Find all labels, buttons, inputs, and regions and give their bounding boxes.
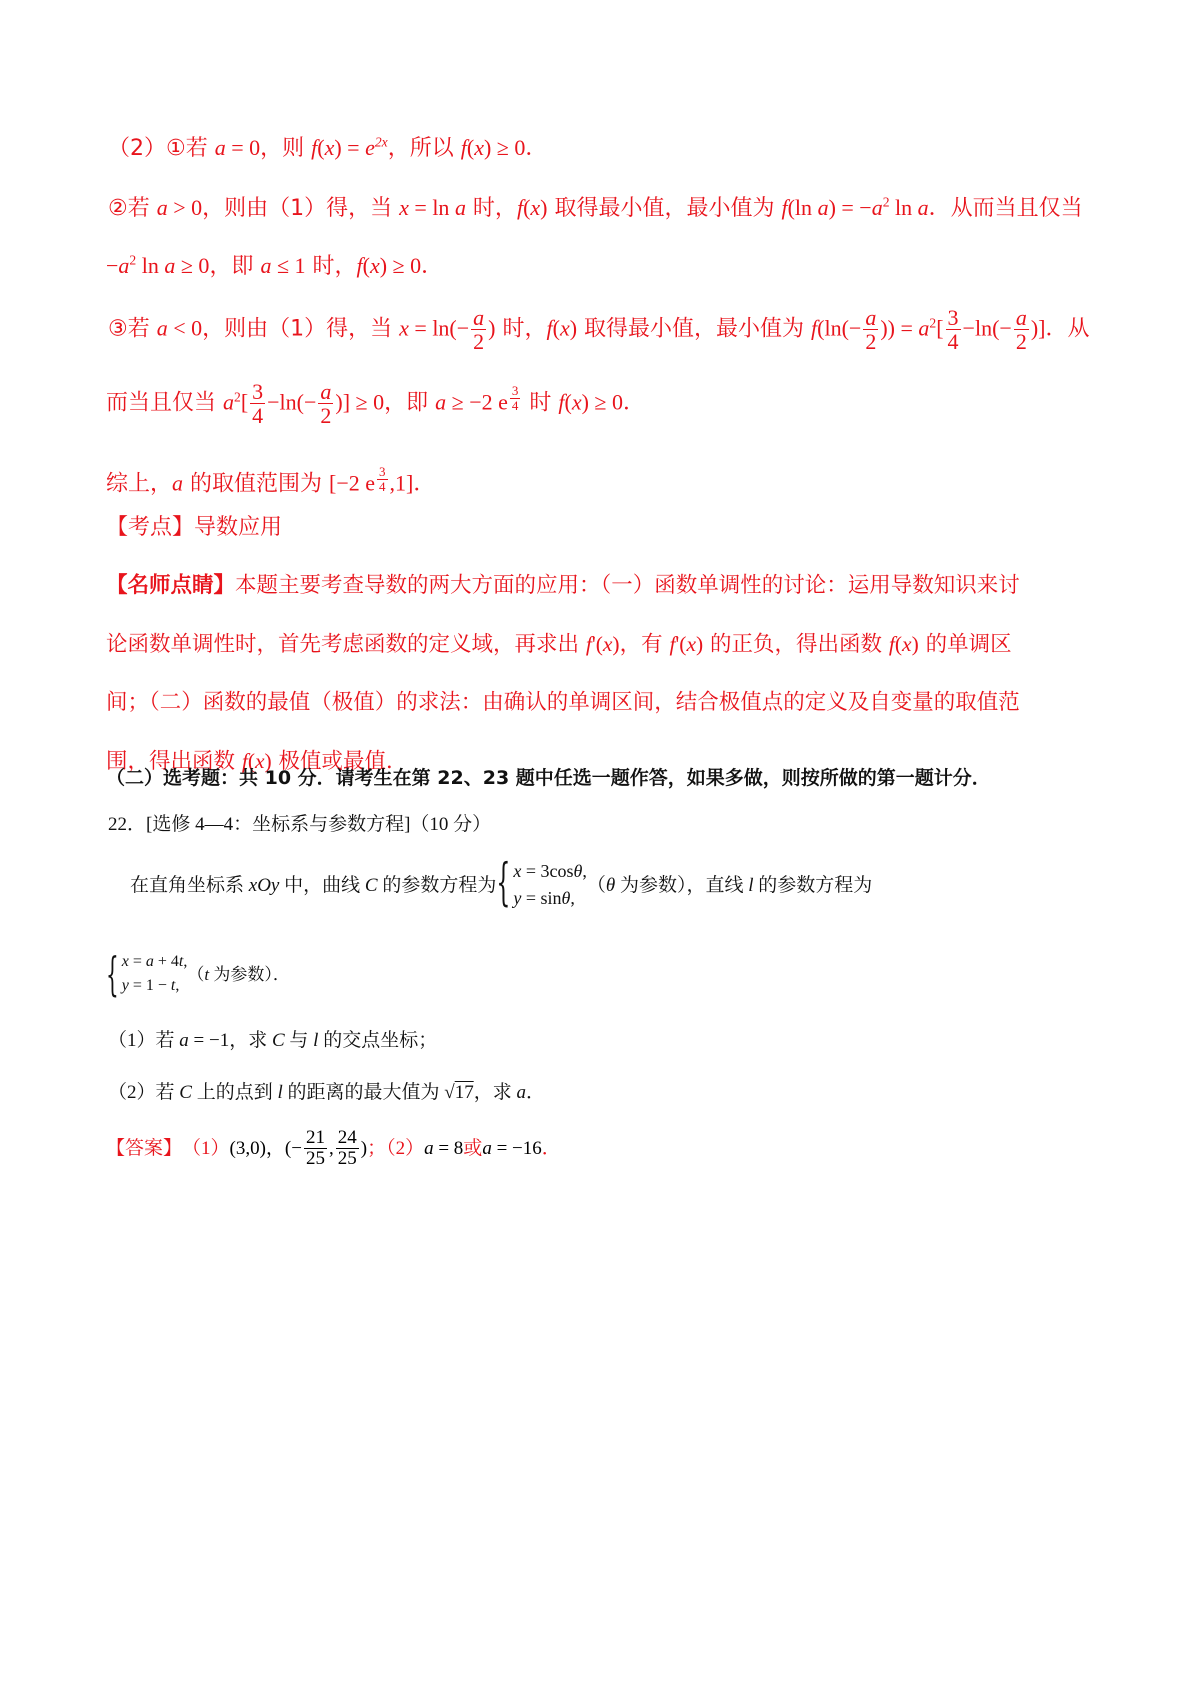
solution-case3-line1: ③若 a < 0，则由（1）得，当 x = ln(− $\frac{a}{2}$ ) 时，f(x) 取得最小值，最小值为 f(ln(− $\frac{a}{2}$ )) = $a^2$[ $\frac{3}{4}$ −ln(− $\frac{a}{2}$ )]．从 — [108, 305, 1090, 355]
mingshi-text: 本题主要考查导数的两大方面的应用：（一）函数单调性的讨论：运用导数知识来讨论函数单调性时，首先考虑函数的定义域，再求出 f'(x)，有 f'(x) 的正负，得出函数 f(x) 的单调区间；（二）函数的最值（极值）的求法：由确认的单调区间，结合极值点的定义及自变量的取值范围，得出函数 f(x) 极值或最值． — [106, 573, 1020, 774]
problem22-line-eq: { x = a + 4t, y = 1 − t, （t 为参数）． — [106, 946, 290, 1002]
problem22-title: 22．[选修 4—4：坐标系与参数方程]（10 分） — [108, 814, 492, 835]
curve-param-system: { x = 3cosθ, y = sinθ, — [496, 855, 587, 913]
line-param-system: { x = a + 4t, y = 1 − t, — [106, 946, 188, 1002]
problem22-intro: 在直角坐标系 xOy 中，曲线 C 的参数方程为 { x = 3cosθ, y = sinθ, （θ 为参数），直线 l 的参数方程为 — [130, 855, 873, 913]
mingshi-label: 【名师点睛】 — [106, 573, 236, 598]
problem22-q1: （1）若 a = −1，求 C 与 l 的交点坐标； — [108, 1030, 438, 1051]
solution-case1: （2）①若 a = 0，则 $f(x) = e^{2x}$，所以 f(x) ≥ 0． — [108, 134, 548, 161]
problem22-answer: 【答案】 （1） (3,0)，(− $\frac{21}{25}$ , $\frac{24}{25}$ ) ；（2） a = 8 或 a = −16 ． — [106, 1127, 561, 1169]
section2-header: （二）选考题：共 10 分．请考生在第 22、23 题中任选一题作答，如果多做，则按所做的第一题计分． — [106, 767, 991, 789]
solution-case2-line1: ②若 a > 0，则由（1）得，当 x = ln a 时，f(x) 取得最小值，最小值为 f(ln $a) = -a^2$ ln a．从而当且仅当 — [108, 194, 1083, 221]
solution-summary: 综上，a 的取值范围为 [−2 e $^{\frac{3}{4}}$ ,1]． — [106, 464, 436, 497]
problem22-q2: （2）若 C 上的点到 l 的距离的最大值为 √17，求 a． — [108, 1082, 545, 1103]
kaodian-text: 导数应用 — [194, 515, 283, 540]
kaodian — [106, 517, 282, 539]
mingshi-block — [106, 557, 1026, 791]
solution-case2-line2: $-a^2$ ln a ≥ 0，即 a ≤ 1 时，f(x) ≥ 0． — [106, 252, 444, 279]
case1-prefix: （2）①若 — [108, 136, 215, 161]
solution-case3-line2: 而当且仅当 $a^2$[ $\frac{3}{4}$ −ln(− $\frac{a}{2}$ )] ≥ 0，即 a ≥ −2 e $^{\frac{3}{4}}$ 时 f(x) ≥ 0． — [106, 379, 646, 429]
answer-label: 【答案】 — [106, 1137, 183, 1159]
kaodian-label: 【考点】 — [106, 515, 195, 540]
